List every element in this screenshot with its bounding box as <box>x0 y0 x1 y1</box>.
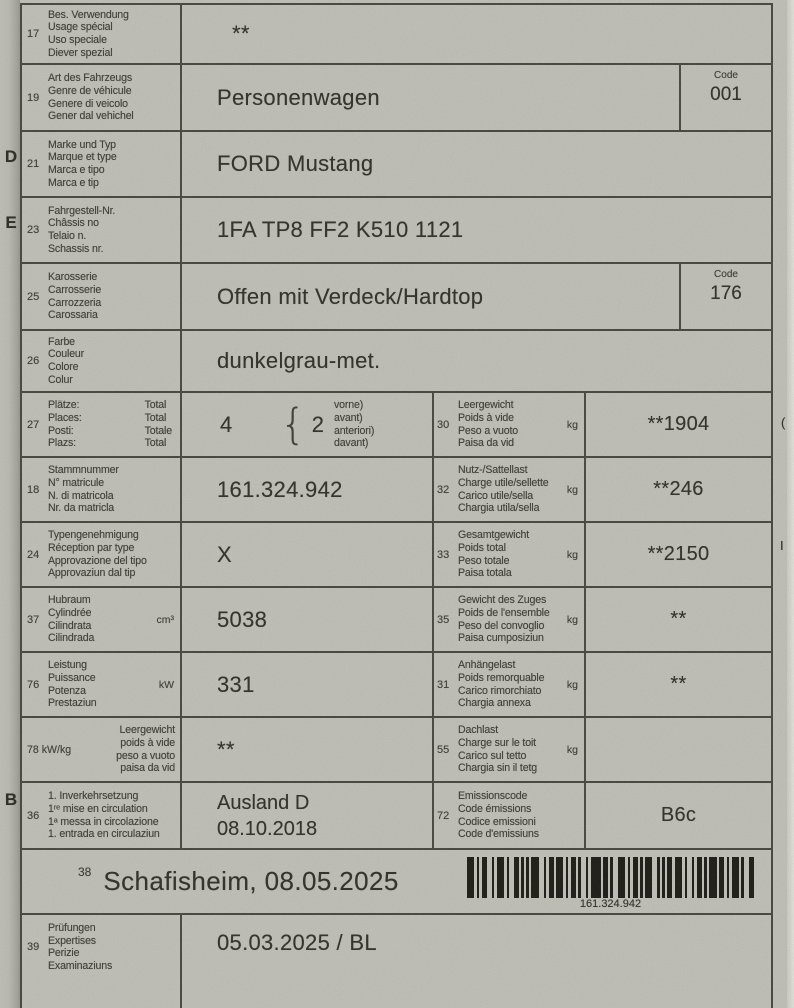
label-line: Usage spécial <box>48 21 113 34</box>
seats-total-value: 4 <box>220 411 233 437</box>
edge-artifact-1: ( <box>781 415 786 430</box>
row-body-style <box>22 264 771 331</box>
issue-place-date-value: Schafisheim, 08.05.2025 <box>103 866 399 896</box>
label-line: 1ʳᵉ mise en circulation <box>48 802 148 815</box>
field-23-label-cell <box>22 198 182 262</box>
field-labels <box>48 336 84 386</box>
label-line: Cylindrée <box>48 606 92 619</box>
field-72-label-cell <box>434 783 586 848</box>
field-number: 76 <box>27 678 40 691</box>
field-76-label-cell <box>22 653 182 716</box>
field-26-value-cell <box>182 331 771 391</box>
unit-label: kg <box>566 743 578 756</box>
label-line: Gener dal vehichel <box>48 110 134 123</box>
field-labels <box>116 724 180 774</box>
label-line: Poids de l'ensemble <box>458 606 550 619</box>
row-seats-and-unladen-weight <box>22 393 771 458</box>
field-number: 25 <box>27 290 40 303</box>
body-style-code: 176 <box>710 283 742 304</box>
field-30-value-cell <box>586 393 771 456</box>
row-inspections <box>22 915 771 1008</box>
label-line: Leistung <box>48 659 87 672</box>
label-line: Approvaziun dal tip <box>48 567 136 580</box>
vehicle-type-code: 001 <box>710 84 742 105</box>
field-37-label-cell <box>22 588 182 651</box>
field-32-value-cell <box>586 458 771 521</box>
field-55-label-cell <box>434 718 586 781</box>
field-37-value-cell <box>182 588 434 651</box>
field-27-value-cell <box>182 393 434 456</box>
label-line: Marke und Typ <box>48 138 116 151</box>
vehicle-type-value: Personenwagen <box>217 84 380 110</box>
field-25-code-cell <box>679 264 771 329</box>
field-labels <box>48 399 172 449</box>
seats-front-labels <box>334 399 374 449</box>
label-line: Peso a vuoto <box>458 424 519 437</box>
field-31-value-cell <box>586 653 771 716</box>
field-27-label-cell <box>22 393 182 456</box>
field-18-label-cell <box>22 458 182 521</box>
field-number: 33 <box>437 548 450 561</box>
field-35-value-cell <box>586 588 771 651</box>
label-line: Totale <box>144 424 172 437</box>
label-line: Fahrgestell-Nr. <box>48 204 116 217</box>
displacement-value: 5038 <box>217 606 268 632</box>
label-line: Dachlast <box>458 724 499 737</box>
field-19-code-cell <box>679 65 771 130</box>
field-78-label-cell <box>22 718 182 781</box>
chassis-number-value: 1FA TP8 FF2 K510 1121 <box>217 217 464 242</box>
label-line: Peso del convoglio <box>458 619 545 632</box>
label-line: Code émissions <box>458 802 532 815</box>
unit-label: kg <box>566 548 578 561</box>
label-line: Expertises <box>48 934 96 947</box>
field-17-label-cell <box>22 5 182 63</box>
margin-letter-b: B <box>4 790 18 809</box>
first-registration-value <box>182 790 317 842</box>
label-line: Art des Fahrzeugs <box>48 72 133 85</box>
unit-label: kg <box>566 418 578 431</box>
label-line: poids à vide <box>120 736 175 749</box>
field-24-label-cell <box>22 523 182 586</box>
field-24-value-cell <box>182 523 434 586</box>
label-line: Cilindrata <box>48 619 92 632</box>
row-issue-place-date <box>22 850 771 915</box>
field-labels <box>458 790 539 840</box>
field-36-value-cell <box>182 783 434 848</box>
label-line: Paisa cumposiziun <box>458 632 544 645</box>
field-number: 23 <box>27 224 40 236</box>
label-line: 1ᵃ messa in circolazione <box>48 815 159 828</box>
label-line: Telaio n. <box>48 230 87 242</box>
label-line: Colur <box>48 373 73 386</box>
label-line: Prüfungen <box>48 922 96 934</box>
margin-letter-d: D <box>4 147 18 166</box>
field-number: 30 <box>437 418 450 431</box>
row-color <box>22 331 771 393</box>
color-value: dunkelgrau-met. <box>217 348 381 373</box>
field-labels <box>48 464 119 514</box>
field-76-value-cell <box>182 653 434 716</box>
label-line: Genere di veicolo <box>48 97 128 110</box>
label-line: Couleur <box>48 348 85 361</box>
label-line: Gesamtgewicht <box>458 529 530 542</box>
label-line: Codice emissioni <box>458 815 536 828</box>
label-line: vorne) <box>333 399 364 412</box>
unit-label: kg <box>566 678 578 691</box>
field-number: 55 <box>437 743 450 756</box>
label-line: Karosserie <box>48 271 98 284</box>
field-36-label-cell <box>22 783 182 848</box>
field-18-value-cell <box>182 458 434 521</box>
field-72-value-cell <box>586 783 771 848</box>
code-header: Code <box>714 70 738 81</box>
row-power-and-trailer-load <box>22 653 771 718</box>
label-line: Peso totale <box>458 554 510 567</box>
field-30-label-cell <box>434 393 586 456</box>
label-line: N° matricule <box>48 476 105 489</box>
label-line: Schassis nr. <box>48 242 104 255</box>
field-labels <box>48 790 160 840</box>
label-line: Posti: <box>48 424 74 437</box>
label-line: Bes. Verwendung <box>48 8 129 21</box>
label-line: Châssis no <box>48 217 99 230</box>
label-line: N. di matricola <box>48 489 114 502</box>
label-line: Genre de véhicule <box>48 84 132 97</box>
unit-label: cm³ <box>156 613 174 626</box>
label-line: Gewicht des Zuges <box>458 594 547 607</box>
field-number: 26 <box>27 355 40 367</box>
field-number: 31 <box>437 678 450 691</box>
field-labels <box>458 724 537 774</box>
field-labels <box>48 529 147 579</box>
field-labels <box>458 464 548 514</box>
make-and-type-value: FORD Mustang <box>217 151 374 176</box>
first-registration-country: Ausland D <box>217 791 310 814</box>
field-number: 72 <box>437 809 450 822</box>
row-first-registration-and-emission-code <box>22 783 771 850</box>
label-line: Prestaziun <box>48 697 97 710</box>
barcode-number: 161.324.942 <box>579 898 642 910</box>
field-number: 19 <box>27 91 40 104</box>
field-number: 21 <box>27 158 40 170</box>
field-labels <box>458 659 544 709</box>
power-value: 331 <box>217 671 255 697</box>
label-line: Carrozzeria <box>48 296 102 309</box>
label-line: Potenza <box>48 684 86 697</box>
special-use-value: ** <box>232 21 250 46</box>
unit-label: kg <box>566 613 578 626</box>
field-31-label-cell <box>434 653 586 716</box>
label-line: Réception par type <box>48 541 135 554</box>
label-line: Charge utile/sellette <box>458 476 549 489</box>
label-line: Puissance <box>48 671 96 684</box>
label-line: Plätze: <box>48 399 80 412</box>
row-chassis-number <box>22 198 771 264</box>
inspection-value: 05.03.2025 / BL <box>217 930 377 955</box>
seats-labels-right <box>145 399 172 449</box>
label-line: Perizie <box>48 947 80 960</box>
label-line: Leergewicht <box>119 724 175 737</box>
field-number: 27 <box>27 418 40 431</box>
label-line: Marca e tip <box>48 176 99 189</box>
label-line: Nutz-/Sattellast <box>458 464 528 477</box>
field-labels <box>48 922 112 972</box>
label-line: Total <box>144 399 167 412</box>
label-line: Carrosserie <box>48 283 102 296</box>
label-line: Chargia annexa <box>458 697 531 710</box>
field-number: 39 <box>27 941 40 954</box>
first-registration-date: 08.10.2018 <box>217 817 318 840</box>
row-serial-number-and-payload <box>22 458 771 523</box>
label-line: Poids total <box>458 541 506 554</box>
field-19-label-cell <box>22 65 182 130</box>
label-line: Total <box>144 437 167 450</box>
row-vehicle-type <box>22 65 771 132</box>
registration-table <box>20 3 773 1008</box>
edge-artifact-2: I <box>780 538 784 553</box>
label-line: Marque et type <box>48 151 117 164</box>
payload-value: **246 <box>653 478 704 500</box>
field-label-wrap <box>27 922 112 972</box>
unladen-weight-value: **1904 <box>647 413 710 435</box>
label-line: Paisa totala <box>458 567 512 580</box>
label-line: Leergewicht <box>458 399 514 412</box>
field-33-value-cell <box>586 523 771 586</box>
field-number: 38 <box>78 864 92 879</box>
label-line: Charge sur le toit <box>458 736 536 749</box>
field-number: 17 <box>27 28 40 40</box>
label-line: Places: <box>48 411 82 424</box>
power-weight-ratio-value: ** <box>217 736 235 762</box>
label-line: Code d'emissiuns <box>458 828 539 841</box>
label-line: Stammnummer <box>48 464 119 477</box>
field-labels <box>48 9 129 59</box>
field-25-label-cell <box>22 264 182 329</box>
label-line: Carico sul tetto <box>458 749 527 762</box>
emission-code-value: B6c <box>660 804 697 826</box>
field-number: 32 <box>437 483 450 496</box>
field-number: 24 <box>27 548 40 561</box>
label-line: paisa da vid <box>120 762 175 775</box>
seats-labels-left <box>48 399 82 449</box>
brace-glyph: { <box>280 400 306 449</box>
field-32-label-cell <box>434 458 586 521</box>
field-labels <box>48 72 134 122</box>
label-line: Nr. da matricla <box>48 502 115 515</box>
label-line: avant) <box>333 411 363 424</box>
field-labels <box>458 399 518 449</box>
label-line: Approvazione del tipo <box>48 554 147 567</box>
trailer-load-value: ** <box>670 673 687 695</box>
body-style-value: Offen mit Verdeck/Hardtop <box>217 283 484 309</box>
label-line: Carico rimorchiato <box>458 684 542 697</box>
field-19-value-cell <box>182 65 679 130</box>
label-line: Carossaria <box>48 309 98 322</box>
field-25-value-cell <box>182 264 679 329</box>
field-35-label-cell <box>434 588 586 651</box>
label-line: anteriori) <box>333 424 375 437</box>
right-scan-margin <box>787 0 794 1008</box>
row-type-approval-and-total-weight <box>22 523 771 588</box>
row-displacement-and-train-weight <box>22 588 771 653</box>
label-line: Total <box>144 411 167 424</box>
field-33-label-cell <box>434 523 586 586</box>
label-line: Anhängelast <box>458 659 516 672</box>
label-line: 1. entrada en circulaziun <box>48 828 160 841</box>
field-labels <box>458 529 529 579</box>
row-special-use <box>22 5 771 65</box>
unit-label: kW <box>158 678 174 691</box>
label-line: Plazs: <box>48 437 76 450</box>
barcode <box>467 857 754 898</box>
label-line: 1. Inverkehrsetzung <box>48 790 139 803</box>
label-line: Chargia sin il tetg <box>458 762 537 775</box>
label-line: Paisa da vid <box>458 437 514 450</box>
field-39-value-cell <box>182 915 771 1008</box>
label-line: Cilindrada <box>48 632 95 645</box>
field-labels <box>458 594 550 644</box>
field-number-with-unit: 78 kW/kg <box>27 743 72 756</box>
label-line: Uso speciale <box>48 34 107 46</box>
row-make-and-type <box>22 132 771 198</box>
label-line: Emissionscode <box>458 790 528 803</box>
unit-label: kg <box>566 483 578 496</box>
field-23-value-cell <box>182 198 771 262</box>
serial-number-value: 161.324.942 <box>217 476 343 502</box>
label-line: Farbe <box>48 335 75 348</box>
label-line: Typengenehmigung <box>48 529 139 542</box>
label-line: Marca e tipo <box>48 164 105 176</box>
label-line: Carico utile/sella <box>458 489 534 502</box>
label-line: Poids à vide <box>458 411 514 424</box>
field-number: 18 <box>27 483 40 496</box>
label-line: Colore <box>48 361 79 373</box>
train-weight-value: ** <box>670 608 687 630</box>
field-number: 35 <box>437 613 450 626</box>
label-line: Chargia utila/sella <box>458 502 540 515</box>
label-line: peso a vuoto <box>116 749 175 762</box>
label-line: davant) <box>333 437 369 450</box>
field-labels <box>48 659 97 709</box>
label-line: Examinaziuns <box>48 959 113 972</box>
field-21-label-cell <box>22 132 182 196</box>
margin-letter-e: E <box>5 213 17 232</box>
total-weight-value: **2150 <box>647 543 710 565</box>
field-labels <box>48 205 115 255</box>
row-power-weight-ratio-and-roof-load <box>22 718 771 783</box>
label-line: Hubraum <box>48 594 91 607</box>
seats-front-value: 2 <box>311 411 324 437</box>
field-number: 36 <box>27 809 40 822</box>
field-number: 37 <box>27 613 40 626</box>
field-39-label-cell <box>22 915 182 1008</box>
code-header: Code <box>714 269 738 280</box>
field-26-label-cell <box>22 331 182 391</box>
field-labels <box>48 139 117 189</box>
field-17-value-cell <box>182 5 771 63</box>
label-line: Poids remorquable <box>458 671 545 684</box>
field-labels <box>48 594 94 644</box>
label-line: Diever spezial <box>48 46 113 59</box>
field-78-value-cell <box>182 718 434 781</box>
type-approval-value: X <box>217 541 232 567</box>
field-55-value-cell <box>586 718 771 781</box>
field-labels <box>48 271 101 321</box>
field-21-value-cell <box>182 132 771 196</box>
